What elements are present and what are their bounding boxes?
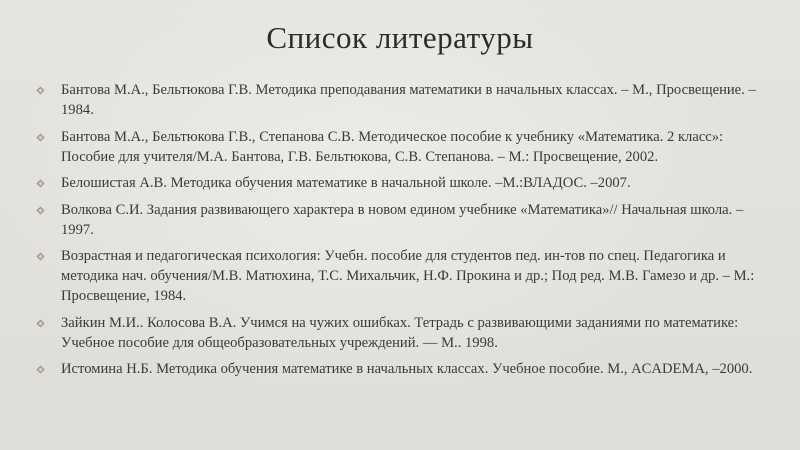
diamond-bullet-icon: [36, 365, 45, 374]
bibliography-item: [36, 200, 776, 240]
bibliography-list: [36, 80, 776, 386]
diamond-bullet-icon: [36, 179, 45, 188]
bibliography-item-text: Зайкин М.И.. Колосова В.А. Учимся на чужих ошибках. Тетрадь с развивающими заданиями по математике: Учебное пособие для общеобразовательных учреждений. –– М.. 1998.: [61, 314, 739, 351]
bibliography-item-text: Белошистая А.В. Методика обучения математике в начальной школе. –М.:ВЛАДОС. –2007.: [61, 175, 631, 191]
diamond-bullet-icon: [36, 206, 45, 215]
bibliography-item-text: Бантова М.А., Бельтюкова Г.В., Степанова С.В. Методическое пособие к учебнику «Математика. 2 класс»: Пособие для учителя/М.А. Бантова, Г.В. Бельтюкова, С.В. Степанова. – М.: Просвещение, 2002.: [61, 128, 724, 165]
diamond-bullet-icon: [36, 86, 45, 95]
bibliography-item: [36, 246, 776, 306]
bibliography-item: [36, 80, 776, 120]
bibliography-item: [36, 127, 776, 167]
diamond-bullet-icon: [36, 133, 45, 142]
diamond-bullet-icon: [36, 319, 45, 328]
slide-title: Список литературы: [266, 20, 534, 55]
bibliography-item: [36, 173, 776, 193]
bibliography-item-text: Возрастная и педагогическая психология: Учебн. пособие для студентов пед. ин-тов по спец. Педагогика и методика нач. обучения/М.В. Матюхина, Т.С. Михальчик, Н.Ф. Прокина и др.; Под ред. М.В. Гамезо и др. – М.: Просвещение, 1984.: [61, 248, 755, 304]
bibliography-item: [36, 359, 776, 379]
diamond-bullet-icon: [36, 252, 45, 261]
bibliography-item: [36, 313, 776, 353]
bibliography-item-text: Истомина Н.Б. Методика обучения математике в начальных классах. Учебное пособие. М., ACADEMA, –2000.: [61, 361, 753, 377]
bibliography-item-text: Бантова М.А., Бельтюкова Г.В. Методика преподавания математики в начальных классах. – М., Просвещение. – 1984.: [61, 82, 756, 118]
bibliography-item-text: Волкова С.И. Задания развивающего характера в новом едином учебнике «Математика»// Начальная школа. – 1997.: [61, 201, 744, 238]
